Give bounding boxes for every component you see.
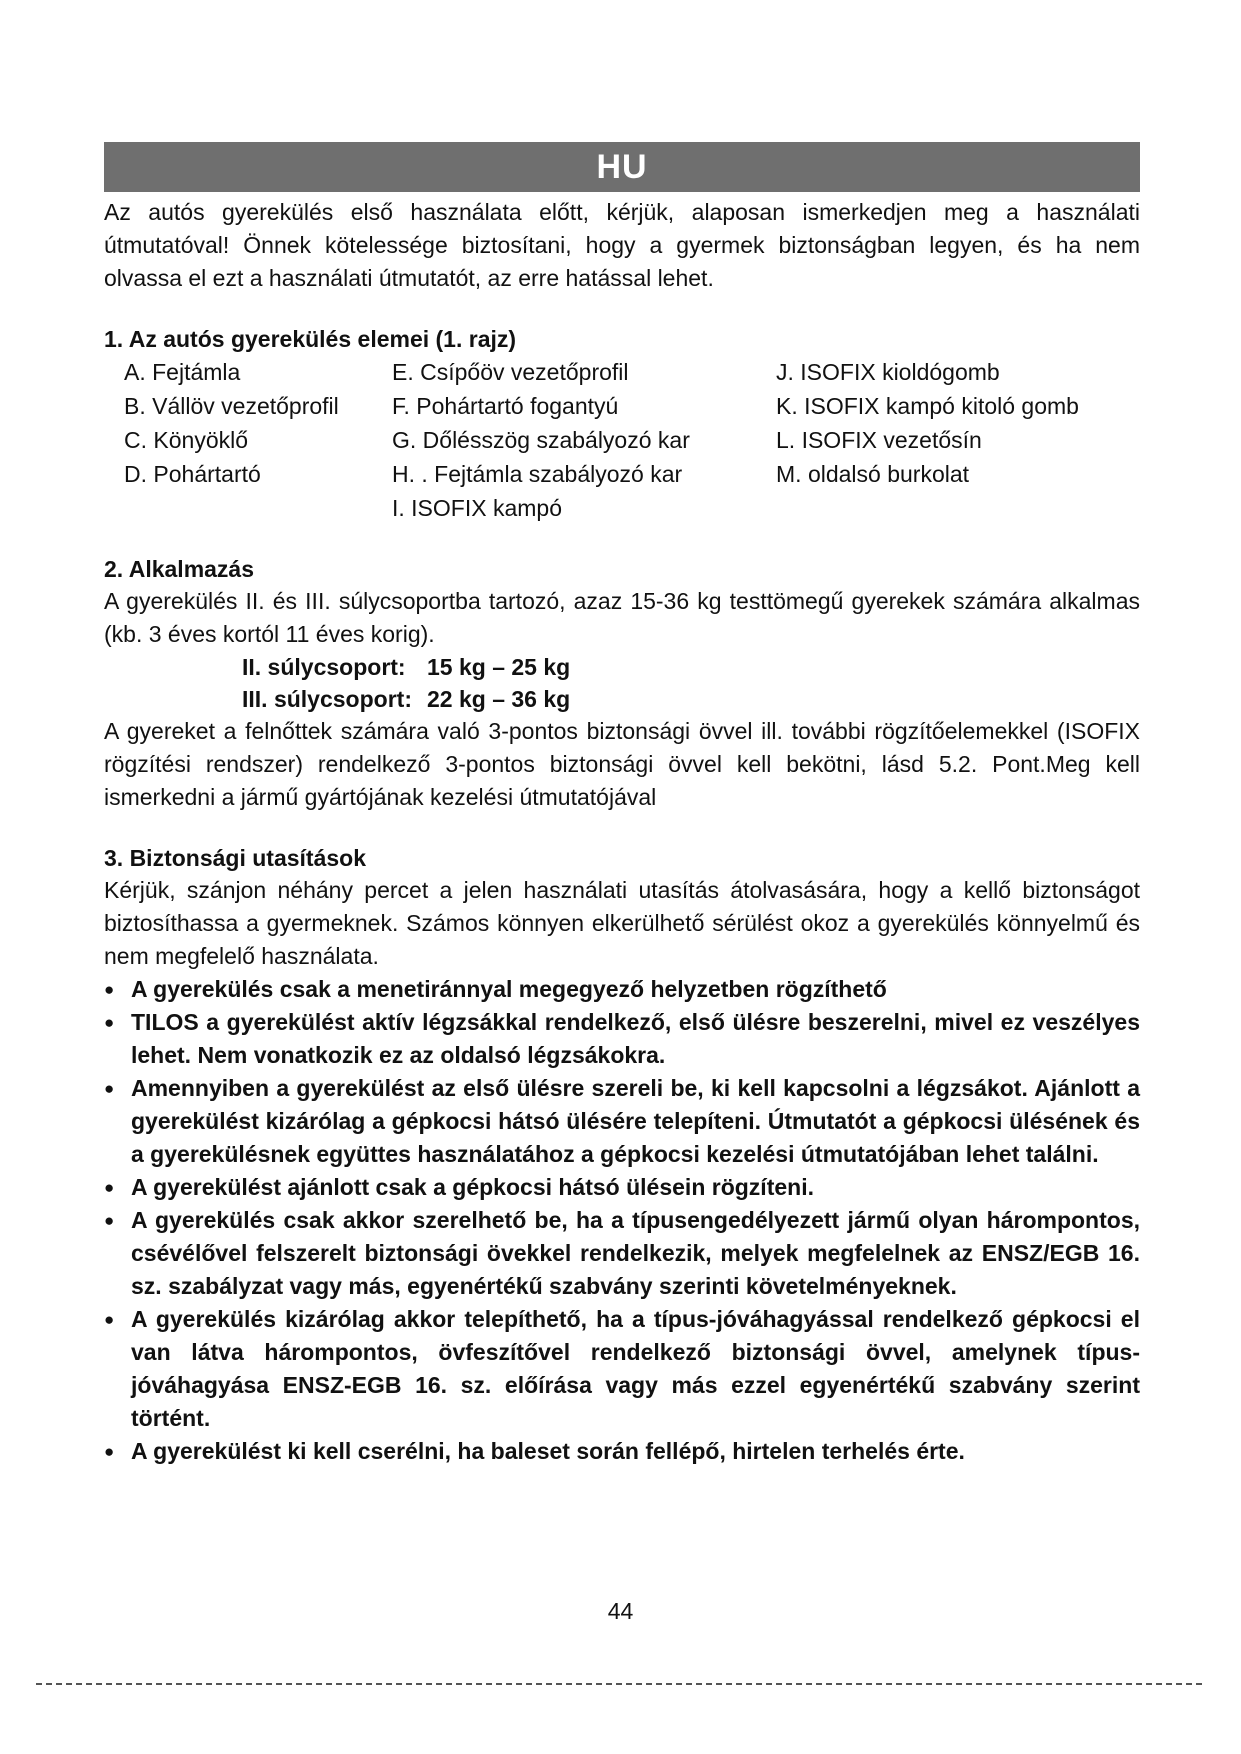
application-paragraph: A gyerekülés II. és III. súlycsoportba tartozó, azaz 15-36 kg testtömegű gyerekek számára alkalmas (kb. 3 éves kortól 11 éves korig). <box>104 588 1140 647</box>
part-item: A. Fejtámla <box>124 359 241 385</box>
safety-bullet: ● A gyerekülést ki kell cserélni, ha baleset során fellépő, hirtelen terhelés érte. <box>104 1435 1140 1468</box>
weight-group-range: 22 kg – 36 kg <box>427 686 571 712</box>
safety-bullet: ● A gyerekülés csak akkor szerelhető be, ha a típusengedélyezett jármű olyan hárompontos, csévélővel felszerelt biztonsági övekkel rendelkezik, melyek megfelelnek az ENSZ/EGB 16. sz. szabályzat vagy más, egyenértékű szabvány szerinti követelményeknek. <box>104 1204 1140 1303</box>
weight-group-range: 15 kg – 25 kg <box>427 654 571 680</box>
belt-paragraph: A gyereket a felnőttek számára való 3-pontos biztonsági övvel ill. további rögzítőelemekkel (ISOFIX rögzítési rendszer) rendelkező 3-pontos biztonsági övvel kell bekötni, lásd 5.2. Pont.Meg kell ismerkedni a jármű gyártójának kezelési útmutatójával <box>104 718 1140 810</box>
part-item: E. Csípőöv vezetőprofil <box>392 359 629 385</box>
part-item: L. ISOFIX vezetősín <box>776 427 982 453</box>
safety-bullet: ● Amennyiben a gyerekülést az első ülésre szereli be, ki kell kapcsolni a légzsákot. Ajánlott a gyerekülést kizárólag a gépkocsi hátsó ülésére telepíteni. Útmutatót a gépkocsi ülésének és a gyerekülésnek együttes használatához a gépkocsi kezelési útmutatójában lehet találni. <box>104 1072 1140 1171</box>
section3-title: 3. Biztonsági utasítások <box>104 845 367 871</box>
weight-group-row <box>242 683 1140 715</box>
weight-groups <box>242 651 1140 715</box>
part-item: D. Pohártartó <box>124 461 261 487</box>
safety-paragraph: Kérjük, szánjon néhány percet a jelen használati utasítás átolvasására, hogy a kellő biztonságot biztosíthassa a gyermeknek. Számos könnyen elkerülhető sérülést okoz a gyerekülés könnyelmű és nem megfelelő használata. <box>104 877 1140 969</box>
safety-bullet: ● A gyerekülést ajánlott csak a gépkocsi hátsó ülésein rögzíteni. <box>104 1171 1140 1204</box>
part-item: K. ISOFIX kampó kitoló gomb <box>776 393 1079 419</box>
section2-title: 2. Alkalmazás <box>104 556 255 582</box>
part-item: H. . Fejtámla szabályozó kar <box>392 461 683 487</box>
part-item: F. Pohártartó fogantyú <box>392 393 619 419</box>
parts-column-1 <box>104 355 392 525</box>
page-number: 44 <box>607 1598 634 1624</box>
parts-column-2 <box>392 355 776 525</box>
weight-group-row <box>242 651 1140 683</box>
weight-group-label: III. súlycsoport: <box>242 686 412 712</box>
weight-group-label: II. súlycsoport: <box>242 654 406 680</box>
part-item: M. oldalsó burkolat <box>776 461 970 487</box>
part-item: J. ISOFIX kioldógomb <box>776 359 1000 385</box>
section-parts <box>104 323 1140 525</box>
footer-divider <box>36 1683 1202 1685</box>
language-header: HU <box>104 142 1140 192</box>
part-item: B. Vállöv vezetőprofil <box>124 393 339 419</box>
part-item: I. ISOFIX kampó <box>392 495 562 521</box>
part-item: C. Könyöklő <box>124 427 249 453</box>
section1-title: 1. Az autós gyerekülés elemei (1. rajz) <box>104 326 517 352</box>
safety-bullet: ● A gyerekülés kizárólag akkor telepíthető, ha a típus-jóváhagyással rendelkező gépkocsi el van látva hárompontos, övfeszítővel rendelkező biztonsági övvel, amelynek típus-jóváhagyása ENSZ-EGB 16. sz. előírása vagy más ezzel egyenértékű szabvány szerint történt. <box>104 1303 1140 1435</box>
parts-column-3 <box>776 355 1140 525</box>
section-application <box>104 553 1140 814</box>
safety-bullet-list <box>104 973 1140 1468</box>
safety-bullet: ● A gyerekülés csak a menetiránnyal megegyező helyzetben rögzíthető <box>104 973 1140 1006</box>
safety-bullet: ● TILOS a gyerekülést aktív légzsákkal rendelkező, első ülésre beszerelni, mivel ez veszélyes lehet. Nem vonatkozik ez az oldalsó légzsákokra. <box>104 1006 1140 1072</box>
intro-paragraph: Az autós gyerekülés első használata előtt, kérjük, alaposan ismerkedjen meg a használati útmutatóval! Önnek kötelessége biztosítani, hogy a gyermek biztonságban legyen, és ha nem olvassa el ezt a használati útmutatót, az erre hatással lehet. <box>104 199 1140 291</box>
manual-page <box>104 142 1140 1468</box>
parts-list <box>104 355 1140 525</box>
section-safety <box>104 842 1140 1468</box>
part-item: G. Dőlésszög szabályozó kar <box>392 427 690 453</box>
